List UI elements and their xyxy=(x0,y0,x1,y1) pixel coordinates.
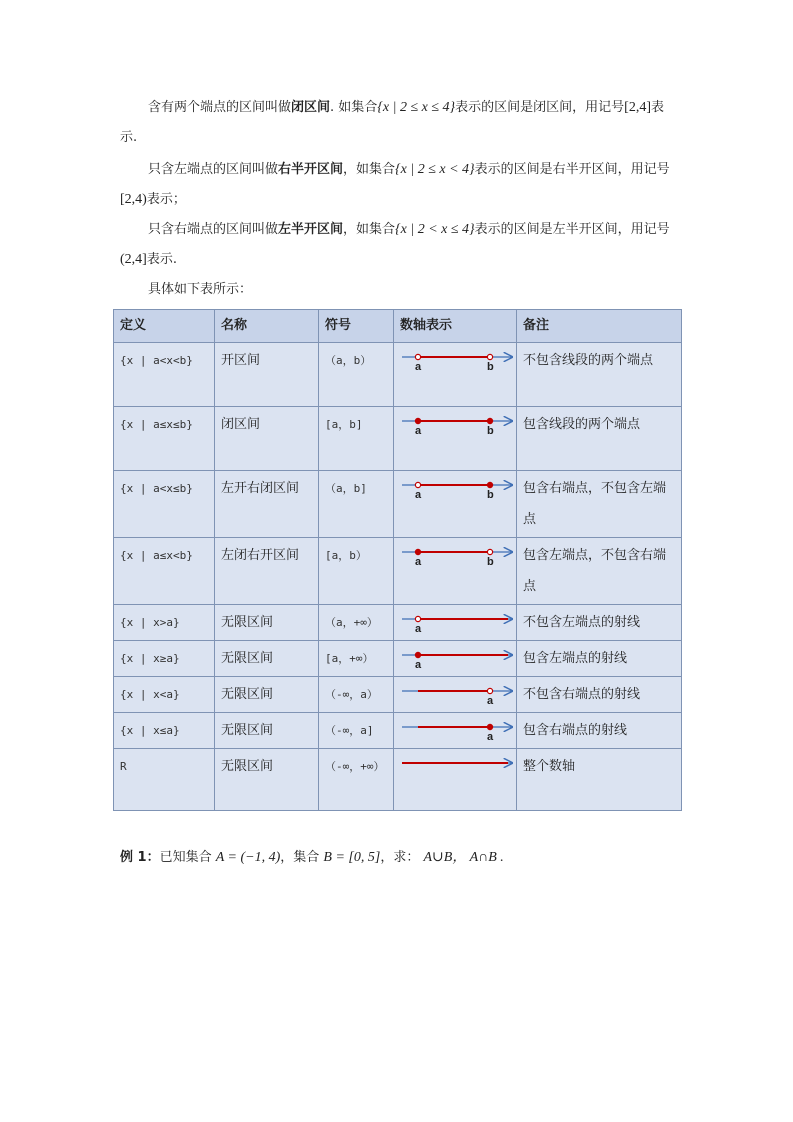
cell-definition xyxy=(114,343,215,407)
cell-definition xyxy=(114,605,215,641)
name-text: 开区间 xyxy=(221,353,261,368)
cell-remark xyxy=(517,749,682,811)
endpoint-label-b: b xyxy=(487,556,494,568)
cell-symbol xyxy=(319,407,394,471)
open-endpoint-a xyxy=(415,482,420,487)
number-line xyxy=(400,719,518,743)
endpoint-label-a: a xyxy=(415,425,422,437)
math-question: A∪B， A∩B . xyxy=(423,850,504,865)
text: 表示； xyxy=(146,192,186,207)
endpoint-label-a: a xyxy=(415,623,422,635)
table-header-row xyxy=(114,310,682,343)
term-left-half-open: 左半开区间 xyxy=(278,222,344,237)
cell-definition xyxy=(114,471,215,538)
open-endpoint-b xyxy=(487,688,492,693)
number-line xyxy=(400,349,518,373)
cell-name xyxy=(215,749,319,811)
closed-endpoint-a xyxy=(415,418,420,423)
math-notation: [2,4) xyxy=(120,192,147,207)
text: 表示的区间是左半开区间，用记号 xyxy=(474,222,670,237)
text: ，如集合 xyxy=(343,162,396,177)
text: 表示的区间是闭区间，用记号 xyxy=(455,100,625,115)
text: 已知集合 xyxy=(159,850,212,865)
paragraph-left-half-open xyxy=(120,215,680,275)
remark-text: 包含左端点，不包含右端点 xyxy=(523,548,667,594)
math-notation: [2,4] xyxy=(624,100,651,115)
open-endpoint-b xyxy=(487,354,492,359)
table-row xyxy=(114,677,682,713)
cell-name xyxy=(215,343,319,407)
open-endpoint-b xyxy=(487,549,492,554)
header-definition: 定义 xyxy=(114,310,215,343)
cell-name xyxy=(215,471,319,538)
table-row xyxy=(114,538,682,605)
text: 含有两个端点的区间叫做 xyxy=(148,100,292,115)
cell-number-line xyxy=(394,538,517,605)
header-remark: 备注 xyxy=(517,310,682,343)
cell-number-line xyxy=(394,471,517,538)
cell-remark xyxy=(517,343,682,407)
example-1 xyxy=(120,846,504,870)
cell-symbol xyxy=(319,538,394,605)
text: 表示. xyxy=(120,100,664,145)
cell-remark xyxy=(517,641,682,677)
table-row xyxy=(114,343,682,407)
remark-text: 包含线段的两个端点 xyxy=(523,417,641,432)
remark-text: 不包含左端点的射线 xyxy=(523,615,641,630)
term-closed-interval: 闭区间 xyxy=(291,100,331,115)
cell-name xyxy=(215,713,319,749)
header-symbol: 符号 xyxy=(319,310,394,343)
interval-table xyxy=(113,309,682,811)
text: 表示. xyxy=(146,252,177,267)
number-line xyxy=(400,683,518,707)
cell-number-line xyxy=(394,605,517,641)
cell-symbol xyxy=(319,605,394,641)
symbol-text: [a，b] xyxy=(325,418,363,431)
closed-endpoint-b xyxy=(487,482,492,487)
endpoint-label-b: b xyxy=(487,425,494,437)
math-notation: (2,4] xyxy=(120,252,147,267)
cell-name xyxy=(215,605,319,641)
symbol-text: [a，+∞） xyxy=(325,652,374,665)
number-line xyxy=(400,413,518,437)
table-row xyxy=(114,407,682,471)
remark-text: 包含右端点，不包含左端点 xyxy=(523,481,667,527)
endpoint-label-a: a xyxy=(415,659,422,671)
name-text: 无限区间 xyxy=(221,687,274,702)
cell-definition xyxy=(114,641,215,677)
header-name: 名称 xyxy=(215,310,319,343)
cell-definition xyxy=(114,407,215,471)
cell-name xyxy=(215,407,319,471)
endpoint-label-a: a xyxy=(415,361,422,373)
symbol-text: （a，b] xyxy=(325,482,367,495)
definition-text: {x | a<x≤b} xyxy=(120,482,193,495)
cell-definition xyxy=(114,538,215,605)
remark-text: 包含右端点的射线 xyxy=(523,723,628,738)
endpoint-label-b: b xyxy=(487,489,494,501)
cell-remark xyxy=(517,407,682,471)
closed-endpoint-a xyxy=(415,549,420,554)
remark-text: 整个数轴 xyxy=(523,759,576,774)
example-label: 例 1： xyxy=(120,850,160,865)
header-number-line: 数轴表示 xyxy=(394,310,517,343)
math-set: {x | 2 < x ≤ 4} xyxy=(395,222,475,237)
number-line xyxy=(400,755,518,779)
cell-remark xyxy=(517,538,682,605)
number-line xyxy=(400,611,518,635)
cell-remark xyxy=(517,713,682,749)
cell-name xyxy=(215,677,319,713)
name-text: 左闭右开区间 xyxy=(221,548,300,563)
cell-number-line xyxy=(394,343,517,407)
cell-symbol xyxy=(319,749,394,811)
cell-symbol xyxy=(319,471,394,538)
cell-remark xyxy=(517,677,682,713)
definition-text: {x | x<a} xyxy=(120,688,180,701)
cell-remark xyxy=(517,471,682,538)
table-row xyxy=(114,749,682,811)
definition-text: {x | x≥a} xyxy=(120,652,180,665)
text: 只含左端点的区间叫做 xyxy=(148,162,279,177)
number-line xyxy=(400,647,518,671)
closed-endpoint-b xyxy=(487,418,492,423)
definition-text: {x | x≤a} xyxy=(120,724,180,737)
math-set-a: A = (−1, 4) xyxy=(215,850,281,865)
symbol-text: （a，b） xyxy=(325,354,372,367)
definition-text: {x | a<x<b} xyxy=(120,354,193,367)
number-line xyxy=(400,544,518,568)
paragraph-table-intro: 具体如下表所示： xyxy=(148,282,253,297)
name-text: 无限区间 xyxy=(221,759,274,774)
table-row xyxy=(114,641,682,677)
number-line xyxy=(400,477,518,501)
cell-definition xyxy=(114,677,215,713)
endpoint-label-a: a xyxy=(415,489,422,501)
symbol-text: （-∞，a） xyxy=(325,688,378,701)
cell-remark xyxy=(517,605,682,641)
math-set: {x | 2 ≤ x ≤ 4} xyxy=(377,100,456,115)
cell-definition xyxy=(114,713,215,749)
endpoint-label-a: a xyxy=(415,556,422,568)
table-row xyxy=(114,471,682,538)
definition-text: {x | a≤x≤b} xyxy=(120,418,193,431)
endpoint-label-b: b xyxy=(487,361,494,373)
endpoint-label-b: a xyxy=(487,731,494,743)
cell-definition xyxy=(114,749,215,811)
text: ，集合 xyxy=(280,850,320,865)
cell-symbol xyxy=(319,713,394,749)
symbol-text: （a，+∞） xyxy=(325,616,378,629)
text: . 如集合 xyxy=(330,100,378,115)
cell-number-line xyxy=(394,713,517,749)
endpoint-label-b: a xyxy=(487,695,494,707)
symbol-text: （-∞，+∞） xyxy=(325,760,385,773)
remark-text: 不包含线段的两个端点 xyxy=(523,353,654,368)
cell-number-line xyxy=(394,407,517,471)
name-text: 闭区间 xyxy=(221,417,261,432)
term-right-half-open: 右半开区间 xyxy=(278,162,344,177)
table-row xyxy=(114,713,682,749)
table-row xyxy=(114,605,682,641)
open-endpoint-a xyxy=(415,354,420,359)
name-text: 无限区间 xyxy=(221,651,274,666)
text: 表示的区间是右半开区间，用记号 xyxy=(474,162,670,177)
cell-symbol xyxy=(319,343,394,407)
name-text: 无限区间 xyxy=(221,615,274,630)
cell-number-line xyxy=(394,749,517,811)
paragraph-right-half-open xyxy=(120,155,680,215)
cell-number-line xyxy=(394,677,517,713)
text: 只含右端点的区间叫做 xyxy=(148,222,279,237)
cell-symbol xyxy=(319,677,394,713)
cell-name xyxy=(215,538,319,605)
name-text: 无限区间 xyxy=(221,723,274,738)
definition-text: R xyxy=(120,760,127,773)
symbol-text: [a，b） xyxy=(325,549,367,562)
definition-text: {x | x>a} xyxy=(120,616,180,629)
symbol-text: （-∞，a] xyxy=(325,724,374,737)
closed-endpoint-b xyxy=(487,724,492,729)
cell-number-line xyxy=(394,641,517,677)
closed-endpoint-a xyxy=(415,652,420,657)
math-set: {x | 2 ≤ x < 4} xyxy=(395,162,475,177)
paragraph-closed-interval xyxy=(120,93,680,153)
math-set-b: B = [0, 5] xyxy=(323,850,381,865)
definition-text: {x | a≤x<b} xyxy=(120,549,193,562)
name-text: 左开右闭区间 xyxy=(221,481,300,496)
cell-symbol xyxy=(319,641,394,677)
text: ，如集合 xyxy=(343,222,396,237)
text: ，求： xyxy=(380,850,420,865)
open-endpoint-a xyxy=(415,616,420,621)
remark-text: 不包含右端点的射线 xyxy=(523,687,641,702)
cell-name xyxy=(215,641,319,677)
remark-text: 包含左端点的射线 xyxy=(523,651,628,666)
